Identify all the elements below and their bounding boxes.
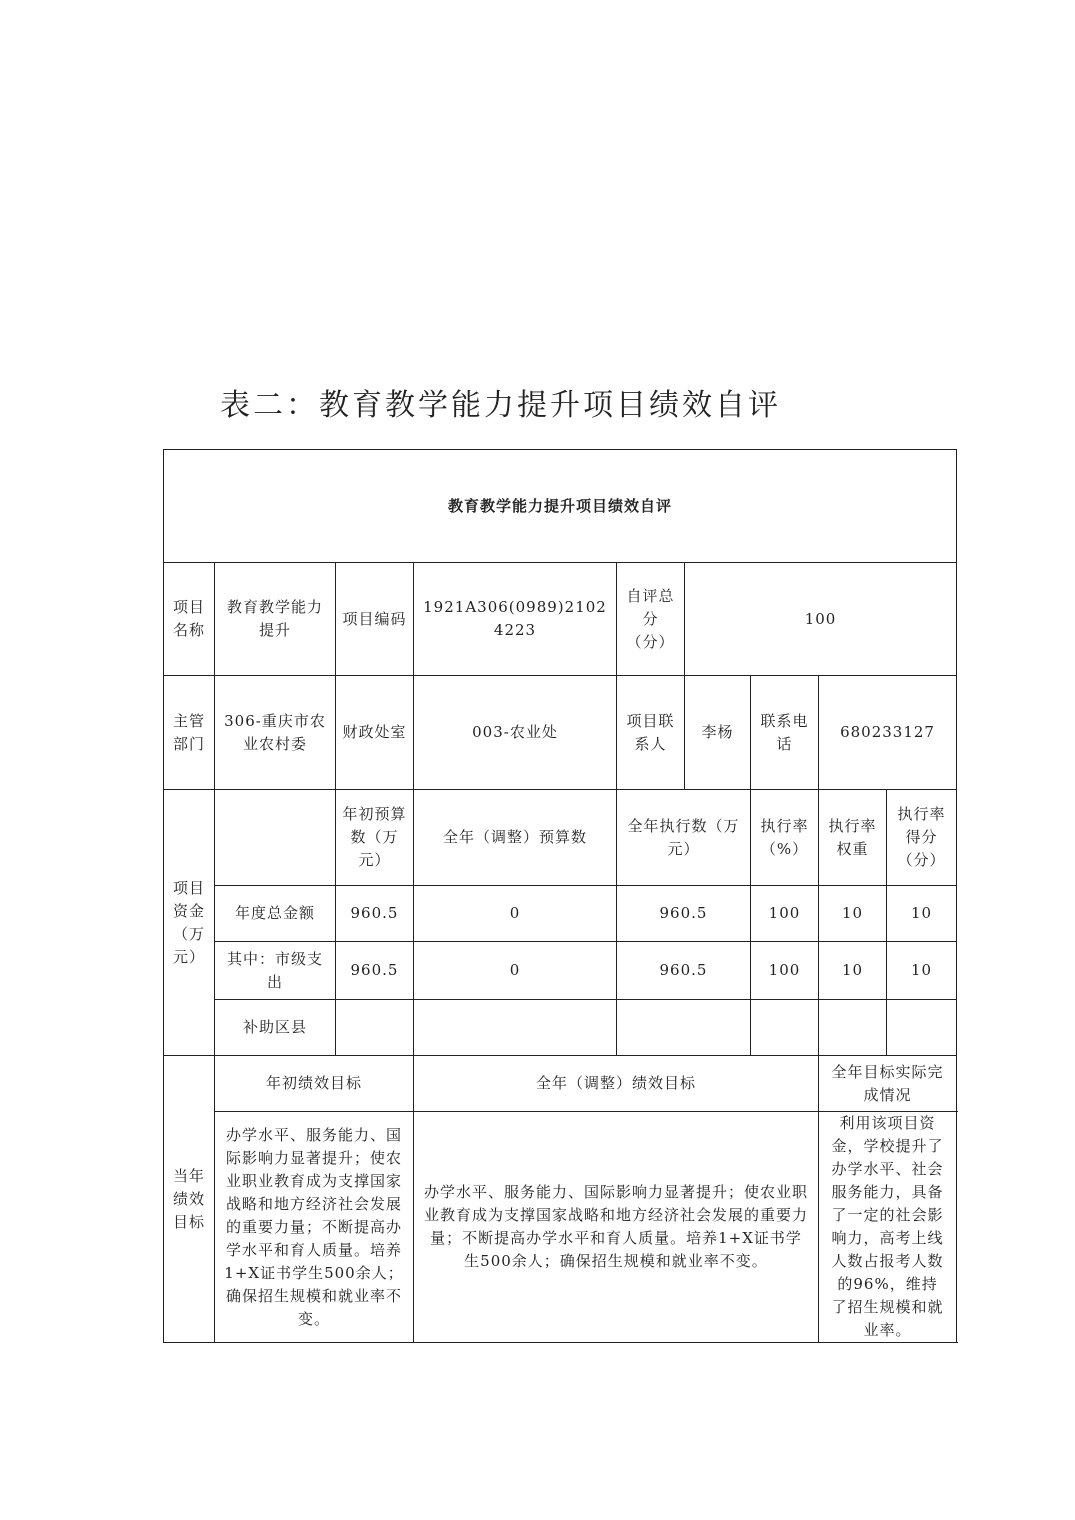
funds-header-weight: 执行率权重	[819, 790, 887, 886]
table-caption: 表二：教育教学能力提升项目绩效自评	[220, 388, 781, 423]
funds-cell-score: 10	[887, 942, 957, 1000]
project-code-label: 项目编码	[336, 563, 414, 676]
total-score: 100	[685, 563, 957, 676]
funds-cell-rate	[751, 1000, 819, 1056]
goals-header-adjusted: 全年（调整）绩效目标	[414, 1056, 819, 1112]
contact: 李杨	[685, 676, 751, 790]
funds-row-label: 补助区县	[215, 1000, 336, 1056]
goals-section-label: 当年绩效目标	[164, 1056, 215, 1343]
goals-initial-text: 办学水平、服务能力、国际影响力显著提升；使农业职业教育成为支撑国家战略和地方经济社会发展的重要力量；不断提高办学水平和育人质量。培养1+X证书学生500余人；确保招生规模和就业率不变。	[215, 1112, 414, 1343]
project-name-label: 项目名称	[164, 563, 215, 676]
table-row	[164, 886, 957, 942]
performance-form	[163, 449, 957, 1343]
funds-cell-weight: 10	[819, 886, 887, 942]
finance: 003-农业处	[414, 676, 617, 790]
contact-label: 项目联系人	[617, 676, 685, 790]
funds-cell-weight: 10	[819, 942, 887, 1000]
table-row	[164, 1000, 957, 1056]
dept-label: 主管部门	[164, 676, 215, 790]
funds-cell-rate: 100	[751, 942, 819, 1000]
phone-label: 联系电话	[751, 676, 819, 790]
funds-header-rate: 执行率（%）	[751, 790, 819, 886]
phone: 680233127	[819, 676, 957, 790]
funds-section-label: 项目资金（万元）	[164, 790, 215, 1056]
funds-row-label: 年度总金额	[215, 886, 336, 942]
table-row	[164, 942, 957, 1000]
funds-cell-adjusted: 0	[414, 886, 617, 942]
funds-header-blank	[215, 790, 336, 886]
goals-header-actual: 全年目标实际完成情况	[819, 1056, 957, 1112]
funds-cell-score	[887, 1000, 957, 1056]
funds-cell-initial: 960.5	[336, 886, 414, 942]
funds-cell-initial: 960.5	[336, 942, 414, 1000]
funds-cell-weight	[819, 1000, 887, 1056]
funds-row-label: 其中：市级支出	[215, 942, 336, 1000]
funds-cell-initial	[336, 1000, 414, 1056]
funds-header-executed: 全年执行数（万元）	[617, 790, 751, 886]
project-code: 1921A306(0989)21024223	[414, 563, 617, 676]
funds-cell-rate: 100	[751, 886, 819, 942]
funds-cell-score: 10	[887, 886, 957, 942]
funds-header-adjusted: 全年（调整）预算数	[414, 790, 617, 886]
dept: 306-重庆市农业农村委	[215, 676, 336, 790]
funds-cell-executed	[617, 1000, 751, 1056]
form-title: 教育教学能力提升项目绩效自评	[164, 450, 957, 563]
funds-cell-executed: 960.5	[617, 942, 751, 1000]
funds-header-score: 执行率得分（分）	[887, 790, 957, 886]
funds-cell-adjusted	[414, 1000, 617, 1056]
funds-cell-executed: 960.5	[617, 886, 751, 942]
goals-adjusted-text: 办学水平、服务能力、国际影响力显著提升；使农业职业教育成为支撑国家战略和地方经济社会发展的重要力量；不断提高办学水平和育人质量。培养1+X证书学生500余人；确保招生规模和就业率不变。	[414, 1112, 819, 1343]
funds-cell-adjusted: 0	[414, 942, 617, 1000]
project-name: 教育教学能力提升	[215, 563, 336, 676]
funds-header-initial: 年初预算数（万元）	[336, 790, 414, 886]
total-score-label: 自评总分（分）	[617, 563, 685, 676]
finance-label: 财政处室	[336, 676, 414, 790]
goals-header-initial: 年初绩效目标	[215, 1056, 414, 1112]
goals-actual-text: 利用该项目资金，学校提升了办学水平、社会服务能力，具备了一定的社会影响力，高考上线人数占报考人数的96%，维持了招生规模和就业率。	[819, 1112, 957, 1343]
